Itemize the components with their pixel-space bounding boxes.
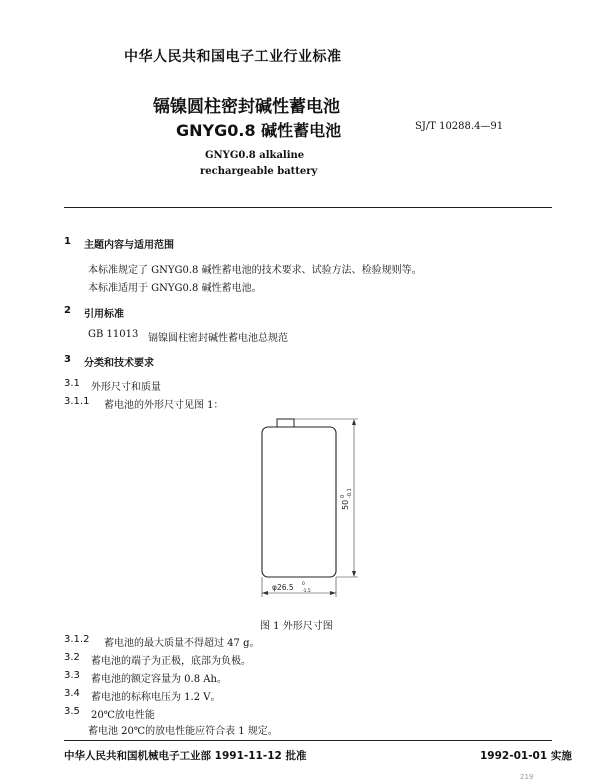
section-2-heading: 引用标准	[84, 309, 124, 320]
effective-date: 1992-01-01 实施	[480, 750, 572, 762]
clause-3-1-1-number: 3.1.1	[64, 396, 90, 407]
title-english-line1: GNYG0.8 alkaline	[205, 150, 305, 161]
section-3-heading: 分类和技术要求	[84, 358, 154, 369]
clause-3-3-text: 蓄电池的额定容量为 0.8 Ah。	[91, 674, 227, 685]
section-1-number: 1	[64, 236, 71, 247]
height-tol-upper: 0	[340, 494, 346, 498]
diameter-tol-lower: -1.5	[302, 589, 311, 594]
diameter-tol-upper: 0	[302, 582, 305, 587]
title-english-line2: rechargeable battery	[200, 166, 318, 177]
section-2-number: 2	[64, 305, 71, 316]
section-1-para1: 本标准规定了 GNYG0.8 碱性蓄电池的技术要求、试验方法、检验规则等。	[88, 265, 422, 276]
diameter-dim-label: φ26.5	[272, 583, 294, 592]
section-3-number: 3	[64, 354, 71, 365]
battery-outline-drawing	[240, 415, 370, 600]
battery-terminal	[277, 419, 294, 427]
clause-3-1-text: 外形尺寸和质量	[91, 382, 161, 393]
clause-3-1-2-text: 蓄电池的最大质量不得超过 47 g。	[104, 638, 260, 649]
title-model: GNYG0.8 碱性蓄电池	[176, 121, 342, 140]
reference-code: GB 11013	[88, 329, 139, 340]
clause-3-4-text: 蓄电池的标称电压为 1.2 V。	[91, 692, 221, 703]
clause-3-1-1-text: 蓄电池的外形尺寸见图 1：	[104, 400, 224, 411]
height-tol-lower: -0.1	[347, 488, 353, 498]
footer-divider	[64, 740, 552, 741]
issuing-category: 中华人民共和国电子工业行业标准	[124, 49, 342, 65]
clause-3-4-number: 3.4	[64, 688, 80, 699]
clause-3-2-number: 3.2	[64, 652, 80, 663]
title-chinese: 镉镍圆柱密封碱性蓄电池	[153, 97, 340, 117]
clause-3-3-number: 3.3	[64, 670, 80, 681]
clause-3-1-number: 3.1	[64, 378, 80, 389]
figure-caption: 图 1 外形尺寸图	[260, 621, 333, 632]
section-1-para2: 本标准适用于 GNYG0.8 碱性蓄电池。	[88, 283, 262, 294]
approval-line: 中华人民共和国机械电子工业部 1991-11-12 批准	[64, 750, 307, 762]
standard-number: SJ/T 10288.4—91	[415, 121, 504, 132]
clause-3-5-number: 3.5	[64, 706, 80, 717]
clause-3-5-text: 20℃放电性能	[91, 710, 155, 721]
page-number: 219	[520, 773, 534, 781]
battery-body	[262, 427, 336, 577]
clause-3-5-body: 蓄电池 20℃的放电性能应符合表 1 规定。	[88, 726, 278, 737]
clause-3-2-text: 蓄电池的端子为正极，底部为负极。	[91, 656, 251, 667]
height-dim-label: 50	[341, 499, 350, 510]
section-1-heading: 主题内容与适用范围	[84, 240, 174, 251]
header-divider	[64, 207, 552, 208]
clause-3-1-2-number: 3.1.2	[64, 634, 90, 645]
reference-title: 镉镍圆柱密封碱性蓄电池总规范	[148, 333, 288, 344]
